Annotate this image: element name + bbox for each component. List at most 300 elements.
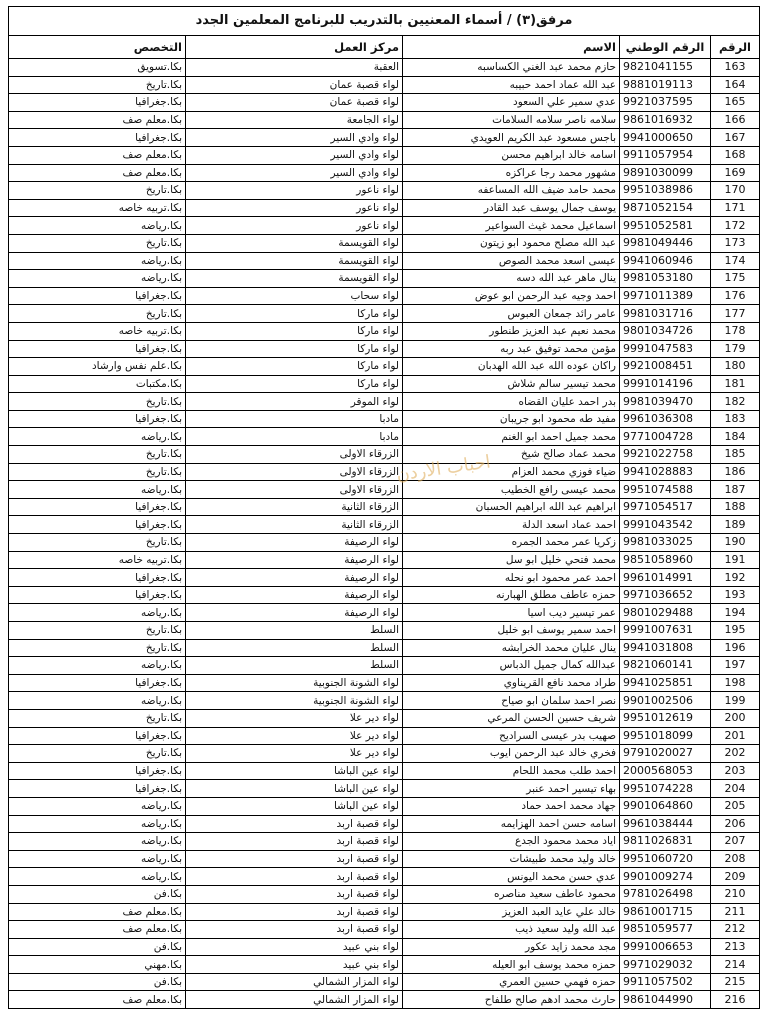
cell-work-center: لواء دير علا	[186, 745, 403, 763]
cell-number: 207	[711, 833, 760, 851]
cell-name: ينال ماهر عبد الله دسه	[403, 270, 620, 288]
cell-work-center: لواء دير علا	[186, 709, 403, 727]
cell-specialization: بكا.تاريخ	[9, 534, 186, 552]
cell-number: 172	[711, 217, 760, 235]
cell-national-id: 9901064860	[620, 797, 711, 815]
cell-number: 208	[711, 850, 760, 868]
cell-national-id: 9921008451	[620, 358, 711, 376]
cell-work-center: الزرقاء الاولى	[186, 481, 403, 499]
cell-work-center: لواء قصبة عمان	[186, 94, 403, 112]
cell-number: 211	[711, 903, 760, 921]
cell-national-id: 9851059577	[620, 921, 711, 939]
table-row	[9, 885, 760, 903]
table-row	[9, 322, 760, 340]
cell-name: عبد الله مصلح محمود ابو زيتون	[403, 234, 620, 252]
cell-number: 163	[711, 59, 760, 77]
cell-number: 200	[711, 709, 760, 727]
cell-number: 170	[711, 182, 760, 200]
cell-number: 169	[711, 164, 760, 182]
cell-national-id: 9911057502	[620, 973, 711, 991]
cell-specialization: بكا.رياضه	[9, 481, 186, 499]
table-row	[9, 657, 760, 675]
cell-name: احمد سمير يوسف ابو خليل	[403, 622, 620, 640]
cell-national-id: 9951012619	[620, 709, 711, 727]
table-row	[9, 973, 760, 991]
cell-national-id: 9991014196	[620, 375, 711, 393]
cell-work-center: لواء قصبة عمان	[186, 76, 403, 94]
cell-name: يوسف جمال يوسف عبد القادر	[403, 199, 620, 217]
cell-number: 202	[711, 745, 760, 763]
cell-name: ابراهيم عبد الله ابراهيم الحسبان	[403, 498, 620, 516]
cell-specialization: بكا.تاريخ	[9, 622, 186, 640]
table-row	[9, 182, 760, 200]
cell-national-id: 9961036308	[620, 410, 711, 428]
cell-national-id: 9971054517	[620, 498, 711, 516]
cell-specialization: بكا.معلم صف	[9, 991, 186, 1009]
cell-national-id: 9981053180	[620, 270, 711, 288]
cell-number: 198	[711, 674, 760, 692]
cell-name: زكريا عمر محمد الجمره	[403, 534, 620, 552]
cell-work-center: لواء ناعور	[186, 182, 403, 200]
cell-name: جهاد محمد احمد حماد	[403, 797, 620, 815]
cell-national-id: 9951052581	[620, 217, 711, 235]
table-row	[9, 129, 760, 147]
table-row	[9, 305, 760, 323]
cell-name: عامر رائد جمعان العبوس	[403, 305, 620, 323]
cell-specialization: بكا.تاريخ	[9, 393, 186, 411]
cell-name: مفيد طه محمود ابو جريبان	[403, 410, 620, 428]
cell-work-center: لواء القويسمة	[186, 252, 403, 270]
table-row	[9, 850, 760, 868]
cell-work-center: لواء قصبة اربد	[186, 815, 403, 833]
cell-specialization: بكا.تربيه خاصه	[9, 322, 186, 340]
cell-work-center: لواء قصبة اربد	[186, 833, 403, 851]
table-row	[9, 498, 760, 516]
table-row	[9, 446, 760, 464]
cell-specialization: بكا.معلم صف	[9, 164, 186, 182]
cell-national-id: 9991043542	[620, 516, 711, 534]
cell-number: 213	[711, 938, 760, 956]
cell-work-center: لواء دير علا	[186, 727, 403, 745]
cell-national-id: 9981033025	[620, 534, 711, 552]
cell-national-id: 9961038444	[620, 815, 711, 833]
watermark: احباب الاردن	[395, 451, 492, 486]
cell-name: بدر احمد عليان القضاه	[403, 393, 620, 411]
cell-number: 185	[711, 446, 760, 464]
cell-work-center: لواء عين الباشا	[186, 797, 403, 815]
cell-specialization: بكا.تاريخ	[9, 305, 186, 323]
cell-work-center: لواء ماركا	[186, 305, 403, 323]
cell-national-id: 9901009274	[620, 868, 711, 886]
cell-name: محمد جميل احمد ابو الغنم	[403, 428, 620, 446]
cell-work-center: لواء ماركا	[186, 322, 403, 340]
cell-work-center: لواء المزار الشمالي	[186, 973, 403, 991]
cell-work-center: لواء القويسمة	[186, 270, 403, 288]
header-specialization: التخصص	[9, 36, 186, 59]
cell-specialization: بكا.جغرافيا	[9, 586, 186, 604]
cell-national-id: 9951018099	[620, 727, 711, 745]
cell-specialization: بكا.معلم صف	[9, 111, 186, 129]
cell-work-center: الزرقاء الاولى	[186, 463, 403, 481]
cell-specialization: بكا.رياضه	[9, 833, 186, 851]
header-name: الاسم	[403, 36, 620, 59]
cell-work-center: لواء ناعور	[186, 217, 403, 235]
cell-specialization: بكا.رياضه	[9, 604, 186, 622]
cell-number: 215	[711, 973, 760, 991]
table-row	[9, 551, 760, 569]
cell-name: سلامه ناصر سلامه السلامات	[403, 111, 620, 129]
cell-name: احمد عماد اسعد الدلة	[403, 516, 620, 534]
table-row	[9, 727, 760, 745]
cell-name: حازم محمد عبد الغني الكساسبه	[403, 59, 620, 77]
table-row	[9, 780, 760, 798]
cell-name: صهيب بدر عيسى السراديح	[403, 727, 620, 745]
cell-national-id: 9791020027	[620, 745, 711, 763]
cell-number: 212	[711, 921, 760, 939]
table-row	[9, 59, 760, 77]
cell-national-id: 9961014991	[620, 569, 711, 587]
cell-national-id: 9941025851	[620, 674, 711, 692]
cell-national-id: 9821060141	[620, 657, 711, 675]
cell-national-id: 9951074228	[620, 780, 711, 798]
document-title: مرفق(٣) / أسماء المعنيين بالتدريب للبرنامج المعلمين الجدد	[8, 6, 760, 35]
cell-name: بهاء تيسير احمد عنبر	[403, 780, 620, 798]
table-row	[9, 146, 760, 164]
cell-work-center: الزرقاء الثانية	[186, 498, 403, 516]
cell-specialization: بكا.فن	[9, 885, 186, 903]
table-row	[9, 217, 760, 235]
cell-number: 167	[711, 129, 760, 147]
table-header-row	[9, 36, 760, 59]
table-row	[9, 833, 760, 851]
cell-specialization: بكا.جغرافيا	[9, 340, 186, 358]
cell-number: 188	[711, 498, 760, 516]
cell-number: 194	[711, 604, 760, 622]
cell-national-id: 9951074588	[620, 481, 711, 499]
cell-work-center: لواء الموقر	[186, 393, 403, 411]
table-row	[9, 393, 760, 411]
cell-name: احمد عمر محمود ابو نحله	[403, 569, 620, 587]
cell-specialization: بكا.تاريخ	[9, 745, 186, 763]
table-row	[9, 463, 760, 481]
table-row	[9, 868, 760, 886]
cell-work-center: لواء الجامعة	[186, 111, 403, 129]
cell-name: طراد محمد نافع القريناوي	[403, 674, 620, 692]
cell-name: احمد طلب محمد اللحام	[403, 762, 620, 780]
cell-national-id: 9971029032	[620, 956, 711, 974]
cell-name: محمد حامد ضيف الله المساعفه	[403, 182, 620, 200]
cell-name: مشهور محمد رجا عراكزه	[403, 164, 620, 182]
cell-number: 183	[711, 410, 760, 428]
cell-work-center: لواء الرصيفة	[186, 569, 403, 587]
cell-specialization: بكا.جغرافيا	[9, 727, 186, 745]
cell-work-center: لواء بني عبيد	[186, 956, 403, 974]
header-number: الرقم	[711, 36, 760, 59]
cell-specialization: بكا.تاريخ	[9, 182, 186, 200]
cell-national-id: 9941000650	[620, 129, 711, 147]
cell-number: 179	[711, 340, 760, 358]
cell-name: ضياء فوزي محمد العزام	[403, 463, 620, 481]
cell-number: 205	[711, 797, 760, 815]
table-row	[9, 534, 760, 552]
cell-national-id: 9941031808	[620, 639, 711, 657]
cell-name: احمد وجيه عبد الرحمن ابو عوض	[403, 287, 620, 305]
cell-national-id: 9951060720	[620, 850, 711, 868]
table-row	[9, 622, 760, 640]
table-row	[9, 410, 760, 428]
cell-number: 173	[711, 234, 760, 252]
table-row	[9, 340, 760, 358]
cell-number: 190	[711, 534, 760, 552]
cell-number: 193	[711, 586, 760, 604]
table-row	[9, 481, 760, 499]
cell-specialization: بكا.رياضه	[9, 428, 186, 446]
cell-name: محمد عيسى رافع الخطيب	[403, 481, 620, 499]
cell-specialization: بكا.تاريخ	[9, 446, 186, 464]
header-work-center: مركز العمل	[186, 36, 403, 59]
cell-specialization: بكا.تاريخ	[9, 463, 186, 481]
cell-specialization: بكا.معلم صف	[9, 921, 186, 939]
cell-work-center: لواء الرصيفة	[186, 551, 403, 569]
cell-national-id: 9811026831	[620, 833, 711, 851]
cell-name: عبد الله عماد احمد حبيبه	[403, 76, 620, 94]
cell-work-center: لواء قصبة اربد	[186, 850, 403, 868]
cell-national-id: 9951038986	[620, 182, 711, 200]
cell-name: عبد الله وليد سعيد ذيب	[403, 921, 620, 939]
cell-specialization: بكا.مكتبات	[9, 375, 186, 393]
cell-name: باجس مسعود عبد الكريم العويدي	[403, 129, 620, 147]
cell-specialization: بكا.جغرافيا	[9, 287, 186, 305]
cell-number: 196	[711, 639, 760, 657]
cell-work-center: لواء الشونة الجنوبية	[186, 692, 403, 710]
cell-specialization: بكا.جغرافيا	[9, 129, 186, 147]
table-row	[9, 111, 760, 129]
cell-specialization: بكا.معلم صف	[9, 146, 186, 164]
table-row	[9, 358, 760, 376]
cell-work-center: لواء الشونة الجنوبية	[186, 674, 403, 692]
cell-specialization: بكا.رياضه	[9, 815, 186, 833]
cell-work-center: لواء المزار الشمالي	[186, 991, 403, 1009]
cell-specialization: بكا.جغرافيا	[9, 569, 186, 587]
cell-number: 197	[711, 657, 760, 675]
cell-number: 206	[711, 815, 760, 833]
cell-specialization: بكا.جغرافيا	[9, 516, 186, 534]
cell-name: اسامه حسن احمد الهزايمه	[403, 815, 620, 833]
cell-specialization: بكا.جغرافيا	[9, 674, 186, 692]
cell-specialization: بكا.رياضه	[9, 657, 186, 675]
cell-national-id: 9971036652	[620, 586, 711, 604]
cell-specialization: بكا.تاريخ	[9, 639, 186, 657]
cell-specialization: بكا.فن	[9, 938, 186, 956]
cell-specialization: بكا.معلم صف	[9, 903, 186, 921]
cell-work-center: لواء قصبة اربد	[186, 868, 403, 886]
cell-name: حمزه عاطف مطلق الهبارنه	[403, 586, 620, 604]
cell-national-id: 2000568053	[620, 762, 711, 780]
table-row	[9, 956, 760, 974]
cell-name: شريف حسين الحسن المرعي	[403, 709, 620, 727]
table-row	[9, 991, 760, 1009]
cell-number: 180	[711, 358, 760, 376]
cell-specialization: بكا.جغرافيا	[9, 498, 186, 516]
cell-name: عمر تيسير ديب اسيا	[403, 604, 620, 622]
table-row	[9, 164, 760, 182]
cell-number: 176	[711, 287, 760, 305]
cell-work-center: لواء قصبة اربد	[186, 921, 403, 939]
cell-number: 182	[711, 393, 760, 411]
table-row	[9, 639, 760, 657]
cell-work-center: لواء وادي السير	[186, 164, 403, 182]
cell-specialization: بكا.تاريخ	[9, 234, 186, 252]
cell-name: محمد تيسير سالم شلاش	[403, 375, 620, 393]
header-national-id: الرقم الوطني	[620, 36, 711, 59]
cell-name: حارث محمد ادهم صالح طلفاح	[403, 991, 620, 1009]
cell-name: ينال عليان محمد الخرابشه	[403, 639, 620, 657]
table-row	[9, 586, 760, 604]
table-row	[9, 270, 760, 288]
table-row	[9, 692, 760, 710]
cell-national-id: 9921037595	[620, 94, 711, 112]
cell-national-id: 9991006653	[620, 938, 711, 956]
cell-work-center: لواء الرصيفة	[186, 534, 403, 552]
cell-number: 184	[711, 428, 760, 446]
cell-number: 177	[711, 305, 760, 323]
cell-number: 175	[711, 270, 760, 288]
cell-number: 201	[711, 727, 760, 745]
cell-name: عدي حسن محمد اليونس	[403, 868, 620, 886]
cell-name: محمد عماد صالح شيخ	[403, 446, 620, 464]
cell-national-id: 9781026498	[620, 885, 711, 903]
cell-name: عيسى اسعد محمد الصوص	[403, 252, 620, 270]
cell-work-center: لواء ناعور	[186, 199, 403, 217]
cell-work-center: لواء قصبة اربد	[186, 903, 403, 921]
cell-name: عدي سمير علي السعود	[403, 94, 620, 112]
cell-specialization: بكا.رياضه	[9, 850, 186, 868]
cell-number: 171	[711, 199, 760, 217]
cell-national-id: 9881019113	[620, 76, 711, 94]
cell-national-id: 9861001715	[620, 903, 711, 921]
cell-specialization: بكا.رياضه	[9, 252, 186, 270]
cell-name: نصر احمد سلمان ابو صياح	[403, 692, 620, 710]
cell-work-center: لواء ماركا	[186, 340, 403, 358]
cell-national-id: 9911057954	[620, 146, 711, 164]
cell-number: 204	[711, 780, 760, 798]
cell-name: عبدالله كمال جميل الدباس	[403, 657, 620, 675]
cell-specialization: بكا.تاريخ	[9, 709, 186, 727]
cell-work-center: السلط	[186, 657, 403, 675]
cell-number: 187	[711, 481, 760, 499]
cell-specialization: بكا.رياضه	[9, 868, 186, 886]
cell-number: 166	[711, 111, 760, 129]
cell-national-id: 9921022758	[620, 446, 711, 464]
cell-number: 192	[711, 569, 760, 587]
cell-specialization: بكا.فن	[9, 973, 186, 991]
cell-number: 209	[711, 868, 760, 886]
cell-number: 165	[711, 94, 760, 112]
table-body	[9, 59, 760, 1009]
table-row	[9, 428, 760, 446]
cell-name: خالد علي عايد العبد العزيز	[403, 903, 620, 921]
cell-name: فخري خالد عبد الرحمن ايوب	[403, 745, 620, 763]
table-row	[9, 287, 760, 305]
table-row	[9, 375, 760, 393]
cell-specialization: بكا.رياضه	[9, 692, 186, 710]
cell-national-id: 9801029488	[620, 604, 711, 622]
table-row	[9, 815, 760, 833]
cell-number: 181	[711, 375, 760, 393]
cell-number: 189	[711, 516, 760, 534]
cell-national-id: 9861016932	[620, 111, 711, 129]
cell-specialization: بكا.رياضه	[9, 217, 186, 235]
cell-name: محمود عاطف سعيد مناصره	[403, 885, 620, 903]
cell-name: محمد نعيم عبد العزيز طنطور	[403, 322, 620, 340]
cell-work-center: لواء الرصيفة	[186, 586, 403, 604]
cell-specialization: بكا.تربيه خاصه	[9, 199, 186, 217]
cell-national-id: 9941060946	[620, 252, 711, 270]
cell-name: اسامه خالد ابراهيم محسن	[403, 146, 620, 164]
cell-number: 216	[711, 991, 760, 1009]
table-row	[9, 762, 760, 780]
document-page	[8, 6, 760, 1009]
cell-work-center: العقبة	[186, 59, 403, 77]
cell-specialization: بكا.تربيه خاصه	[9, 551, 186, 569]
cell-number: 210	[711, 885, 760, 903]
cell-work-center: لواء بني عبيد	[186, 938, 403, 956]
cell-national-id: 9981039470	[620, 393, 711, 411]
table-row	[9, 569, 760, 587]
cell-work-center: لواء ماركا	[186, 375, 403, 393]
cell-name: اسماعيل محمد غيث السواعير	[403, 217, 620, 235]
cell-work-center: لواء سحاب	[186, 287, 403, 305]
table-row	[9, 674, 760, 692]
cell-specialization: بكا.رياضه	[9, 270, 186, 288]
cell-work-center: لواء قصبة اربد	[186, 885, 403, 903]
table-row	[9, 921, 760, 939]
cell-number: 191	[711, 551, 760, 569]
cell-specialization: بكا.رياضه	[9, 797, 186, 815]
cell-specialization: بكا.مهني	[9, 956, 186, 974]
cell-name: خالد وليد محمد طبيشات	[403, 850, 620, 868]
table-row	[9, 199, 760, 217]
cell-national-id: 9801034726	[620, 322, 711, 340]
table-row	[9, 234, 760, 252]
table-row	[9, 516, 760, 534]
cell-work-center: لواء القويسمة	[186, 234, 403, 252]
table-row	[9, 252, 760, 270]
cell-number: 174	[711, 252, 760, 270]
cell-work-center: لواء عين الباشا	[186, 762, 403, 780]
cell-national-id: 9971011389	[620, 287, 711, 305]
cell-work-center: الزرقاء الاولى	[186, 446, 403, 464]
cell-national-id: 9871052154	[620, 199, 711, 217]
cell-national-id: 9991047583	[620, 340, 711, 358]
cell-work-center: لواء وادي السير	[186, 146, 403, 164]
cell-name: راكان عوده الله عبد الله الهدبان	[403, 358, 620, 376]
cell-specialization: بكا.تاريخ	[9, 76, 186, 94]
cell-national-id: 9991007631	[620, 622, 711, 640]
cell-work-center: لواء ماركا	[186, 358, 403, 376]
cell-name: مجد محمد زايد عكور	[403, 938, 620, 956]
table-row	[9, 76, 760, 94]
table-row	[9, 745, 760, 763]
table-row	[9, 604, 760, 622]
cell-number: 214	[711, 956, 760, 974]
cell-specialization: بكا.جغرافيا	[9, 94, 186, 112]
cell-number: 203	[711, 762, 760, 780]
cell-name: حمزه محمد يوسف ابو العيله	[403, 956, 620, 974]
cell-work-center: السلط	[186, 622, 403, 640]
cell-work-center: لواء وادي السير	[186, 129, 403, 147]
cell-specialization: بكا.جغرافيا	[9, 780, 186, 798]
